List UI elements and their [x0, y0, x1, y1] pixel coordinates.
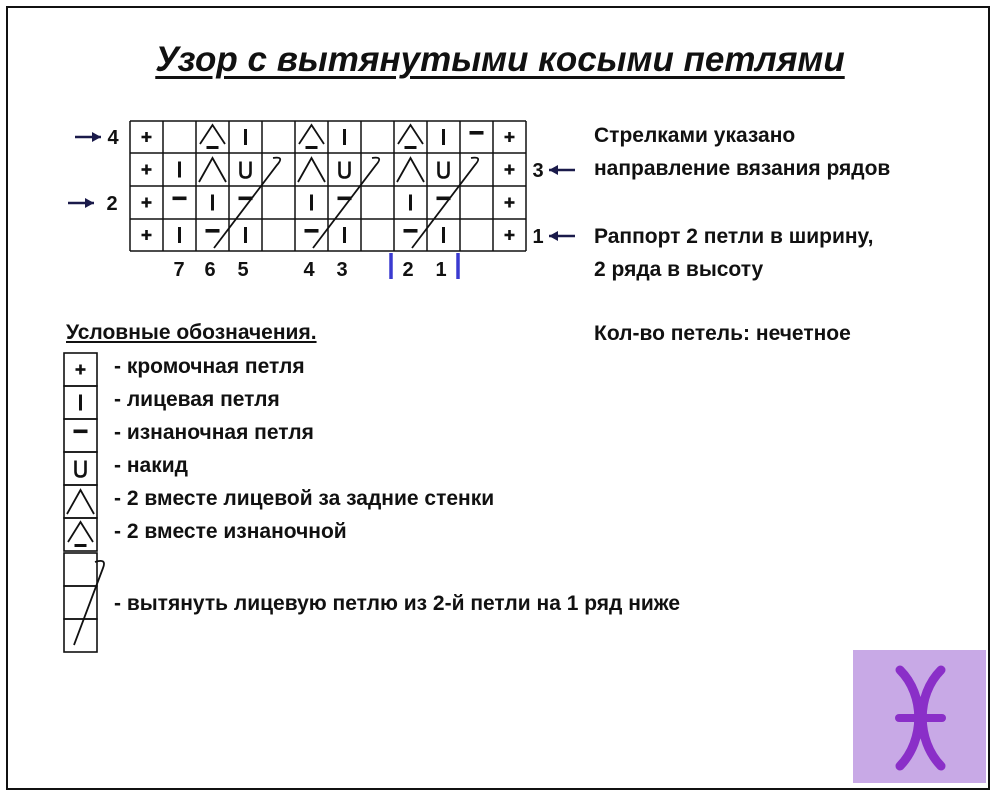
row-direction-arrowhead — [549, 165, 558, 175]
direction-note-line2: направление вязания рядов — [594, 157, 891, 180]
row-label: 2 — [106, 193, 118, 215]
column-label: 5 — [237, 259, 249, 281]
p2tog-symbol — [68, 522, 93, 542]
repeat-note-line2: 2 ряда в высоту — [594, 258, 764, 281]
legend-text-knit: - лицевая петля — [114, 388, 280, 411]
row-direction-arrowhead — [85, 198, 94, 208]
yarn-over-symbol — [439, 162, 449, 178]
legend-text-purl: - изнаночная петля — [114, 421, 314, 444]
yarn-over-symbol — [241, 162, 251, 178]
row-labels — [68, 127, 575, 248]
purl-stitch-symbol — [206, 229, 220, 233]
stitch-count-note: Кол-во петель: нечетное — [594, 322, 851, 345]
legend-symbols — [64, 353, 104, 652]
p2tog-symbol — [200, 125, 225, 144]
column-label: 6 — [204, 259, 216, 281]
legend-text-k2tog: - 2 вместе лицевой за задние стенки — [114, 487, 495, 510]
k2tog-symbol — [67, 490, 94, 514]
column-label: 4 — [303, 259, 315, 281]
legend-elongated-cell — [64, 553, 97, 586]
legend-elongated-cell — [64, 619, 97, 652]
legend-symbol-box — [64, 419, 97, 452]
legend-text-elongated: - вытянуть лицевую петлю из 2-й петли на 1 ряд ниже — [114, 592, 681, 615]
p2tog-symbol — [398, 125, 423, 144]
k2tog-symbol — [397, 158, 424, 182]
k2tog-symbol — [199, 158, 226, 182]
chart-grid — [130, 121, 526, 251]
p2tog-symbol-bar — [306, 146, 318, 149]
column-label: 1 — [435, 259, 447, 281]
legend-text-yarn-over: - накид — [114, 454, 188, 477]
yarn-over-symbol — [76, 461, 86, 477]
legend-text-p2tog: - 2 вместе изнаночной — [114, 520, 347, 543]
yarn-over-symbol — [340, 162, 350, 178]
purl-stitch-symbol — [470, 131, 484, 135]
elongated-stitch-stroke — [214, 158, 280, 248]
logo-badge — [853, 650, 986, 783]
column-labels — [173, 259, 446, 281]
p2tog-symbol-bar — [405, 146, 417, 149]
p2tog-symbol-bar — [75, 544, 87, 547]
purl-stitch-symbol — [305, 229, 319, 233]
legend-heading: Условные обозначения. — [66, 321, 317, 344]
legend-text-edge: - кромочная петля — [114, 355, 305, 378]
legend-elongated-cell — [64, 586, 97, 619]
row-label: 4 — [107, 127, 119, 149]
legend-symbol-box — [64, 452, 97, 485]
row-direction-arrowhead — [92, 132, 101, 142]
row-label: 3 — [532, 160, 544, 182]
legend-elongated-stroke — [74, 561, 104, 645]
k2tog-symbol — [298, 158, 325, 182]
repeat-note-line1: Раппорт 2 петли в ширину, — [594, 225, 874, 248]
page-title: Узор с вытянутыми косыми петлями — [155, 40, 845, 79]
p2tog-symbol-bar — [207, 146, 219, 149]
purl-stitch-symbol — [404, 229, 418, 233]
elongated-stitch-stroke — [412, 158, 478, 248]
row-label: 1 — [532, 226, 544, 248]
column-label: 2 — [402, 259, 414, 281]
purl-stitch-symbol — [173, 197, 187, 201]
row-direction-arrowhead — [549, 231, 558, 241]
pisces-symbol-icon — [853, 650, 986, 783]
p2tog-symbol — [299, 125, 324, 144]
direction-note-line1: Стрелками указано — [594, 124, 796, 147]
purl-stitch-symbol — [74, 430, 88, 434]
elongated-stitch-stroke — [313, 158, 379, 248]
column-label: 7 — [173, 259, 185, 281]
column-label: 3 — [336, 259, 348, 281]
